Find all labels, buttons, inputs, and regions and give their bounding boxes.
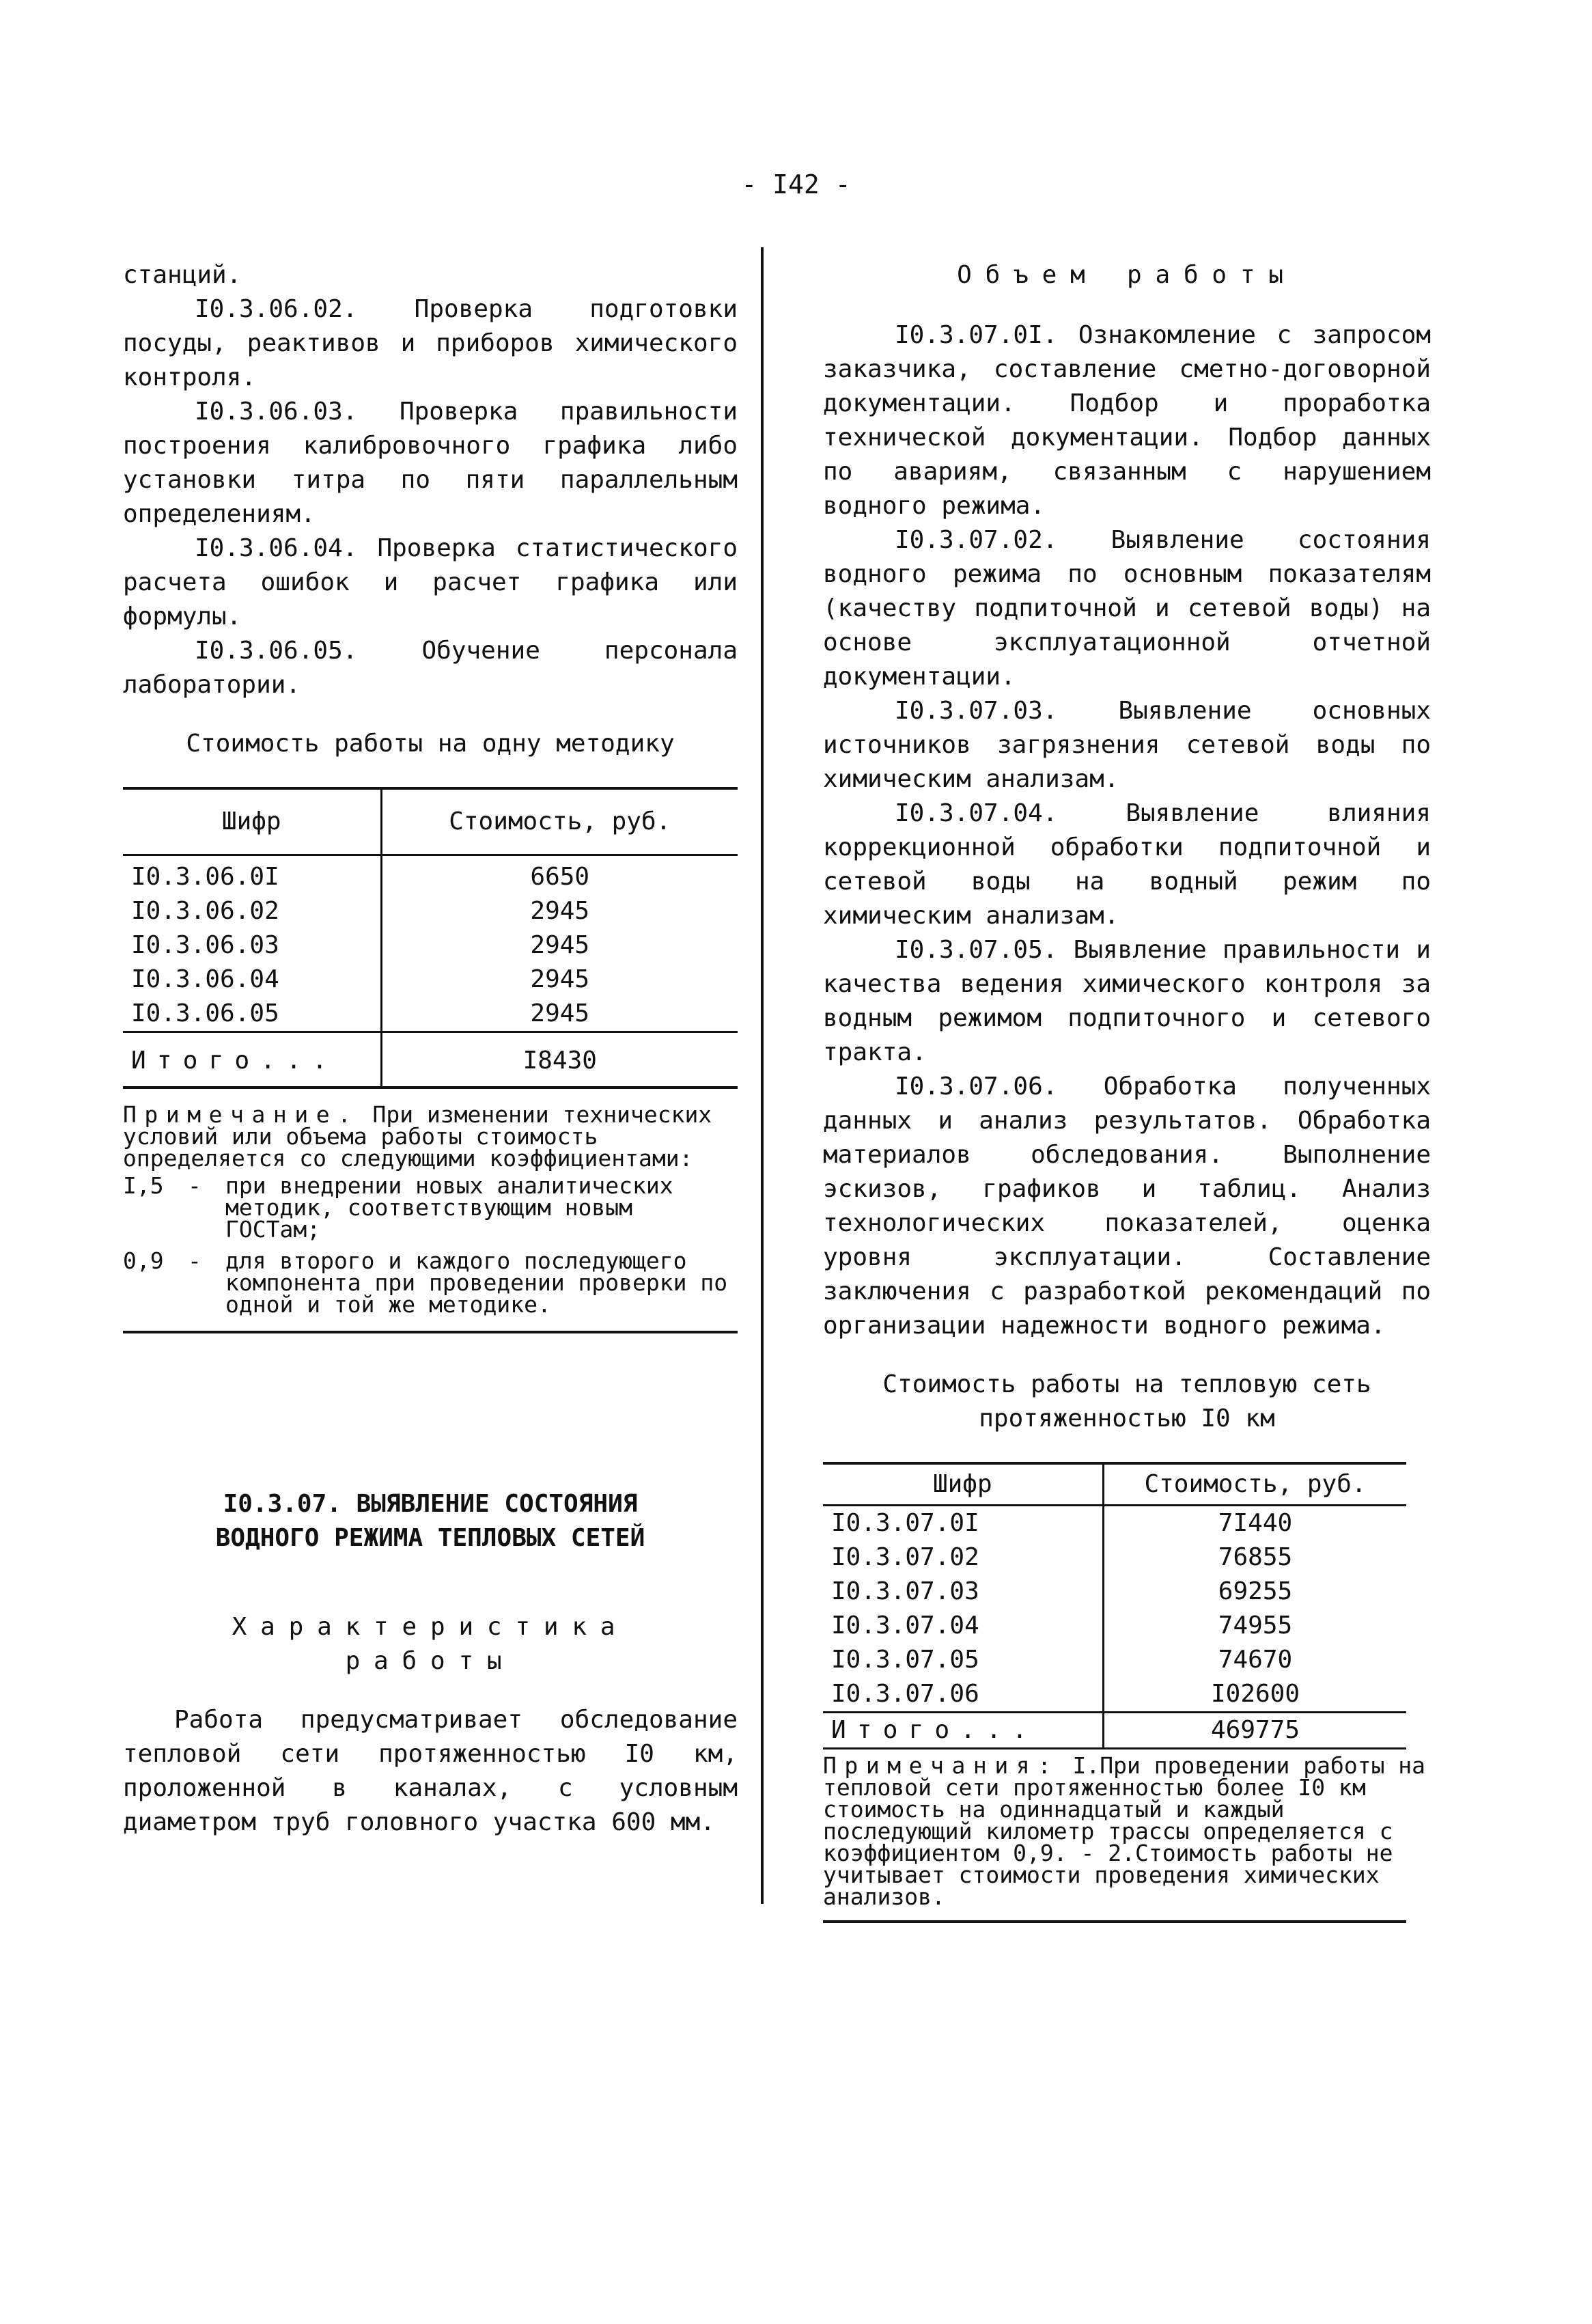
- table-row: [823, 1540, 1406, 1575]
- cell-code: I0.3.06.05: [123, 997, 381, 1032]
- table-row: [823, 1609, 1406, 1643]
- cell-code: I0.3.06.0I: [123, 855, 381, 895]
- item-10-3-06-02: I0.3.06.02. Проверка подготовки посуды, реактивов и приборов химического контроля.: [123, 295, 738, 391]
- cell-code: I0.3.06.02: [123, 894, 381, 928]
- cell-code: I0.3.07.06: [823, 1677, 1103, 1713]
- total-label: Итого...: [823, 1713, 1103, 1749]
- cell-code: I0.3.07.0I: [823, 1506, 1103, 1541]
- table-row: [823, 1506, 1406, 1541]
- cell-cost: 69255: [1218, 1577, 1293, 1605]
- coefficient-text: для второго и каждого последующего компонента при проведении проверки по одной и той же методике.: [225, 1247, 728, 1318]
- note-bottom-rule: [123, 1331, 738, 1333]
- cell-cost: 74670: [1218, 1646, 1293, 1674]
- cell-cost: 2945: [530, 897, 590, 925]
- cell-code: I0.3.07.02: [823, 1540, 1103, 1575]
- item-10-3-07-01: I0.3.07.0I. Ознакомление с запросом заказчика, составление сметно-договорной документации. Подбор и проработка технической документации. Подбор данных по авариям, связанным с нарушением водного режима.: [823, 321, 1431, 520]
- item-10-3-07-05: I0.3.07.05. Выявление правильности и качества ведения химического контроля за водным режимом подпиточного и сетевого тракта.: [823, 936, 1431, 1066]
- cell-cost: I02600: [1210, 1680, 1300, 1708]
- cell-cost: 2945: [530, 931, 590, 959]
- column-header-code: Шифр: [123, 788, 381, 855]
- table-row: [123, 894, 738, 928]
- column-header-cost: Стоимость, руб.: [1103, 1463, 1406, 1506]
- table-total-row: [823, 1713, 1406, 1749]
- characteristic-heading: [123, 1610, 738, 1678]
- cell-cost: 74955: [1218, 1611, 1293, 1640]
- item-10-3-07-04: I0.3.07.04. Выявление влияния коррекционной обработки подпиточной и сетевой воды на водный режим по химическим анализам.: [823, 799, 1431, 930]
- right-table-caption-line: протяженностью I0 км: [979, 1405, 1275, 1433]
- table-total-row: [123, 1032, 738, 1088]
- cell-cost: 6650: [530, 863, 590, 891]
- cell-code: I0.3.06.03: [123, 928, 381, 963]
- table-row: [823, 1677, 1406, 1713]
- total-value: 469775: [1103, 1713, 1406, 1749]
- table-row: [123, 855, 738, 895]
- cell-code: I0.3.07.05: [823, 1643, 1103, 1677]
- item-10-3-06-05: I0.3.06.05. Обучение персонала лаборатории.: [123, 637, 738, 699]
- column-header-code: Шифр: [823, 1463, 1103, 1506]
- page-number: - I42 -: [741, 169, 851, 199]
- intro-fragment: станций.: [123, 261, 242, 289]
- column-header-cost: Стоимость, руб.: [381, 788, 738, 855]
- left-note: [123, 1101, 738, 1318]
- cell-cost: 76855: [1218, 1543, 1293, 1571]
- note-label: Примечание.: [123, 1101, 359, 1128]
- table-row: [823, 1643, 1406, 1677]
- cell-code: I0.3.07.03: [823, 1575, 1103, 1609]
- note-text: При изменении технических условий или объема работы стоимость определяется со следующими коэффициентами:: [123, 1101, 712, 1172]
- right-note: [823, 1752, 1431, 1910]
- right-column: [823, 258, 1431, 1923]
- right-table-caption-line: Стоимость работы на тепловую сеть: [882, 1370, 1371, 1398]
- coefficient-dash: -: [188, 1247, 201, 1274]
- scope-heading: Объем работы: [957, 261, 1297, 289]
- characteristic-heading-line: работы: [345, 1647, 516, 1675]
- right-table-caption: [823, 1368, 1431, 1436]
- cell-cost: 2945: [530, 999, 590, 1027]
- coefficient-item: [123, 1247, 738, 1318]
- characteristic-heading-line: Характеристика: [232, 1613, 629, 1641]
- coefficient-value: I,5: [123, 1172, 164, 1199]
- section-heading: [123, 1487, 738, 1555]
- note-bottom-rule: [823, 1920, 1406, 1923]
- table-row: [123, 997, 738, 1032]
- item-10-3-07-03: I0.3.07.03. Выявление основных источников загрязнения сетевой воды по химическим анализам.: [823, 697, 1431, 793]
- cell-cost: 7I440: [1218, 1509, 1293, 1537]
- total-label: Итого...: [123, 1032, 381, 1088]
- table-row: [123, 963, 738, 997]
- coefficient-item: [123, 1172, 738, 1243]
- left-table-caption: Стоимость работы на одну методику: [186, 730, 675, 758]
- item-10-3-06-04: I0.3.06.04. Проверка статистического расчета ошибок и расчет графика или формулы.: [123, 534, 738, 631]
- section-heading-line: ВОДНОГО РЕЖИМА ТЕПЛОВЫХ СЕТЕЙ: [215, 1524, 645, 1552]
- cost-table-heat-network: [823, 1462, 1406, 1749]
- table-row: [823, 1575, 1406, 1609]
- coefficient-dash: -: [188, 1172, 201, 1199]
- note-label: Примечания:: [823, 1752, 1059, 1779]
- table-row: [123, 928, 738, 963]
- coefficient-value: 0,9: [123, 1247, 164, 1274]
- cell-code: I0.3.06.04: [123, 963, 381, 997]
- scope-items: [823, 318, 1431, 1343]
- cost-table-methodology: [123, 787, 738, 1089]
- item-10-3-07-06: I0.3.07.06. Обработка полученных данных и анализ результатов. Обработка материалов обследования. Выполнение эскизов, графиков и таблиц. Анализ технологических показателей, оценка уровня эксплуатации. Составление заключения с разработкой рекомендаций по организации надежности водного режима.: [823, 1073, 1431, 1340]
- column-divider: [761, 247, 764, 1904]
- cell-code: I0.3.07.04: [823, 1609, 1103, 1643]
- cell-cost: 2945: [530, 965, 590, 993]
- section-heading-line: I0.3.07. ВЫЯВЛЕНИЕ СОСТОЯНИЯ: [223, 1490, 638, 1518]
- item-10-3-06-03: I0.3.06.03. Проверка правильности построения калибровочного графика либо установки титра по пяти параллельным определениям.: [123, 398, 738, 528]
- left-column: [123, 258, 738, 1840]
- coefficient-text: при внедрении новых аналитических методик, соответствующим новым ГОСТам;: [225, 1172, 673, 1243]
- note-text: I.При проведении работы на тепловой сети протяженностью более I0 км стоимость на одиннадцатый и каждый последующий километр трассы определяется с коэффициентом 0,9. - 2.Стоимость работы не учитывает стоимости проведения химических анализов.: [823, 1752, 1426, 1910]
- total-value: I8430: [381, 1032, 738, 1088]
- characteristic-text: Работа предусматривает обследование тепловой сети протяженностью I0 км, проложенной в каналах, с условным диаметром труб головного участка 600 мм.: [123, 1706, 738, 1836]
- item-10-3-07-02: I0.3.07.02. Выявление состояния водного режима по основным показателям (качеству подпиточной и сетевой воды) на основе эксплуатационной отчетной документации.: [823, 526, 1431, 691]
